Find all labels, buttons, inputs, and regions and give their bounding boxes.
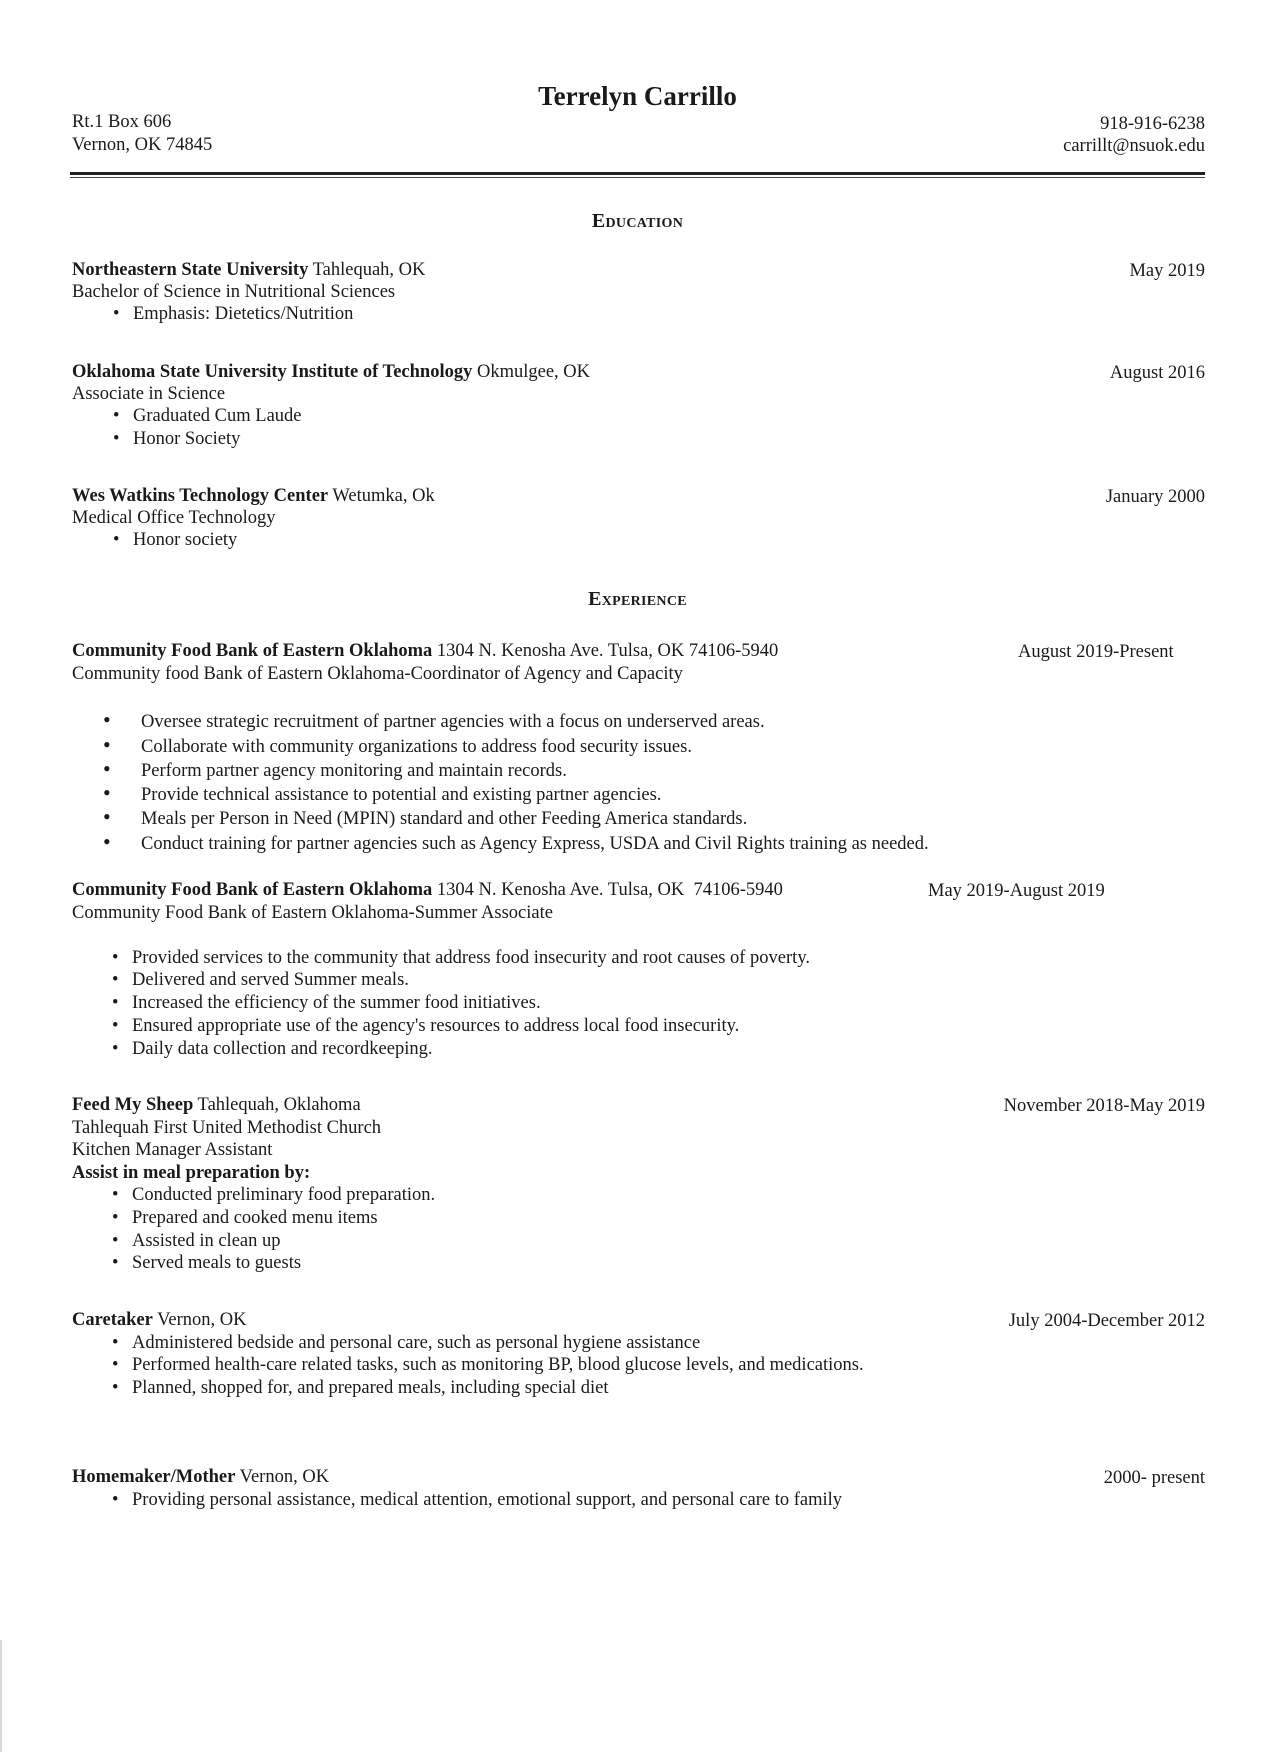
experience-bullet: • Daily data collection and recordkeeping.	[112, 1039, 433, 1059]
experience-bullet: • Assisted in clean up	[112, 1231, 281, 1251]
experience-bullet: • Oversee strategic recruitment of partner agencies with a focus on underserved areas.	[103, 707, 765, 732]
experience-line: Tahlequah First United Methodist Church	[72, 1118, 382, 1138]
education-school-2: Oklahoma State University Institute of Technology Okmulgee, OK	[72, 362, 591, 382]
experience-bullet: • Increased the efficiency of the summer food initiatives.	[112, 993, 541, 1013]
address-line-2: Vernon, OK 74845	[72, 135, 213, 155]
experience-title-2: Community Food Bank of Eastern Oklahoma-Summer Associate	[72, 903, 553, 923]
experience-subheading: Assist in meal preparation by:	[72, 1163, 311, 1183]
education-degree-1: Bachelor of Science in Nutritional Sciences	[72, 282, 396, 302]
experience-bullet: • Collaborate with community organizations to address food security issues.	[103, 732, 692, 757]
education-school-1: Northeastern State University Tahlequah, OK	[72, 260, 426, 280]
education-date-1: May 2019	[1129, 261, 1205, 281]
experience-bullet: • Administered bedside and personal care, such as personal hygiene assistance	[112, 1333, 701, 1353]
experience-bullet: • Performed health-care related tasks, such as monitoring BP, blood glucose levels, and medications.	[112, 1355, 864, 1375]
experience-org-2: Community Food Bank of Eastern Oklahoma 1304 N. Kenosha Ave. Tulsa, OK 74106-5940	[72, 880, 783, 900]
scan-edge	[0, 1640, 2, 1752]
education-heading: Education	[591, 210, 684, 232]
experience-bullet: • Planned, shopped for, and prepared meals, including special diet	[112, 1378, 609, 1398]
experience-bullet: • Served meals to guests	[112, 1253, 302, 1273]
education-bullet: • Emphasis: Dietetics/Nutrition	[113, 304, 354, 324]
experience-bullet: • Providing personal assistance, medical attention, emotional support, and personal care to family	[112, 1490, 843, 1510]
experience-bullet: • Perform partner agency monitoring and maintain records.	[103, 756, 567, 781]
experience-bullet: • Conducted preliminary food preparation.	[112, 1185, 436, 1205]
experience-bullet: • Meals per Person in Need (MPIN) standard and other Feeding America standards.	[103, 804, 748, 829]
experience-org-1: Community Food Bank of Eastern Oklahoma 1304 N. Kenosha Ave. Tulsa, OK 74106-5940	[72, 641, 779, 661]
phone: 918-916-6238	[1100, 114, 1205, 134]
experience-date-2: May 2019-August 2019	[928, 881, 1105, 901]
experience-title-1: Community food Bank of Eastern Oklahoma-Coordinator of Agency and Capacity	[72, 664, 683, 684]
address-line-1: Rt.1 Box 606	[72, 112, 172, 132]
experience-bullet: • Prepared and cooked menu items	[112, 1208, 378, 1228]
header-rule	[70, 172, 1205, 175]
experience-org-5: Homemaker/Mother Vernon, OK	[72, 1467, 330, 1487]
experience-bullet: • Provide technical assistance to potential and existing partner agencies.	[103, 780, 662, 805]
experience-date-3: November 2018-May 2019	[1003, 1096, 1205, 1116]
resume-name: Terrelyn Carrillo	[538, 81, 737, 111]
experience-bullet: • Delivered and served Summer meals.	[112, 970, 409, 990]
experience-org-4: Caretaker Vernon, OK	[72, 1310, 247, 1330]
experience-date-4: July 2004-December 2012	[1008, 1311, 1205, 1331]
experience-date-5: 2000- present	[1103, 1468, 1205, 1488]
experience-heading: Experience	[588, 588, 687, 610]
education-bullet: • Graduated Cum Laude	[113, 406, 302, 426]
experience-org-3: Feed My Sheep Tahlequah, Oklahoma	[72, 1095, 361, 1115]
education-school-3: Wes Watkins Technology Center Wetumka, Ok	[72, 486, 435, 506]
experience-bullet: • Ensured appropriate use of the agency's resources to address local food insecurity.	[112, 1016, 740, 1036]
education-date-3: January 2000	[1105, 487, 1205, 507]
experience-bullet: • Provided services to the community that address food insecurity and root causes of poverty.	[112, 948, 810, 968]
education-degree-2: Associate in Science	[72, 384, 226, 404]
education-date-2: August 2016	[1109, 363, 1205, 383]
experience-bullet: • Conduct training for partner agencies such as Agency Express, USDA and Civil Rights training as needed.	[103, 829, 929, 854]
experience-date-1: August 2019-Present	[1018, 642, 1174, 662]
experience-line: Kitchen Manager Assistant	[72, 1140, 273, 1160]
email: carrillt@nsuok.edu	[1063, 136, 1205, 156]
education-degree-3: Medical Office Technology	[72, 508, 276, 528]
education-bullet: • Honor society	[113, 530, 238, 550]
header-rule-thin	[70, 177, 1205, 178]
education-bullet: • Honor Society	[113, 429, 241, 449]
